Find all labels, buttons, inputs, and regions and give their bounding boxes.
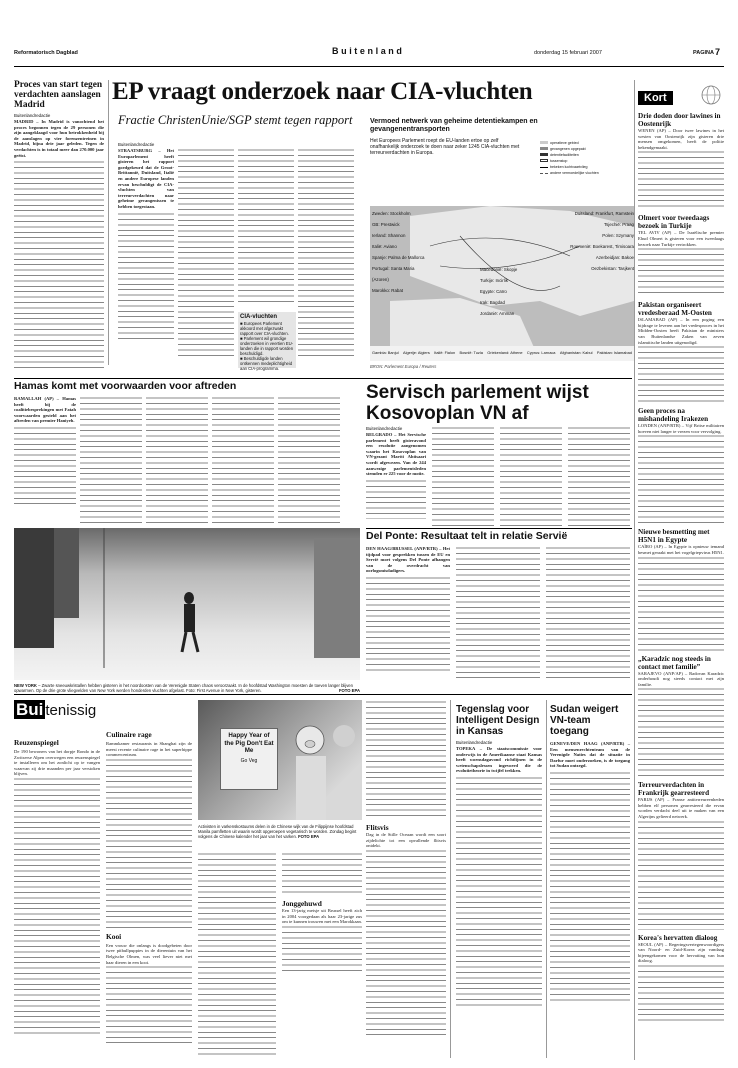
- map-label: Bosnië: Tuzla: [459, 350, 483, 355]
- buitenissig-logo-bold: Bui: [16, 700, 44, 719]
- cia-col1-body: [118, 212, 174, 342]
- cia-factbox-item: ■ Parlement wil grondige onderzoeken in veertien EU-landen die in rapport worden beschuldigd.: [240, 336, 294, 356]
- protest-sign-subtext: Go Veg: [240, 757, 258, 764]
- legend-swatch-icon: [540, 159, 548, 162]
- pig-caption-text: Activisten in varkenskostuums delen in de Chinese wijk van de Filippijnse hoofdstad Manila pamfletten uit waarin wordt opgeroepen vegetarisch te worden. Zondag begint volgens de Chinese kalender het jaar van het varken.: [198, 824, 357, 840]
- kort-item-title: Pakistan organiseert vredesberaad M-Oosten: [638, 301, 712, 318]
- kort-item-body: [638, 556, 724, 651]
- legend-label: detentiefaciliteiten: [550, 153, 579, 157]
- tegenslag-body: [456, 776, 542, 1006]
- map-label: Oezbekistan: Tasjkent: [591, 266, 634, 271]
- map-credit: BRON: Parlement Europa / Reuters: [370, 364, 437, 369]
- hamas-lead: RAMALLAH (AP) – Hamas heeft bij de coalitiebesprekingen met Fatah voorwaarden gesteld aan het aftreden van premier Haniyeh.: [14, 396, 76, 424]
- left-column: [14, 80, 104, 380]
- map-label: GB: Prestwick: [372, 222, 400, 227]
- kort-item-text: PARIJS (AP) – Franse antiterreureenheden hebben elf personen gearresteerd die ervan worden verdacht deel uit te maken van een Algerijns gelieerd netwerk.: [638, 797, 724, 820]
- serbia-article-col2: [432, 426, 494, 526]
- tegenslag-article: [456, 704, 542, 1058]
- third-row-rule: [14, 694, 632, 695]
- masthead-section: Buitenland: [332, 46, 405, 56]
- kort-item-text: LONDEN (ANP/RTR) – Vijf Britse militairen hoeven niet langer te vrezen voor vervolging.: [638, 423, 724, 434]
- tegenslag-desk: Buitenlandredactie: [456, 740, 493, 745]
- buitenissig-item-body: [198, 852, 276, 1058]
- map-label: Afghanistan: Kabul: [559, 350, 593, 355]
- left-column-divider: [108, 80, 109, 365]
- kort-item-text: SEOUL (AP) – Regeringsvertegenwoordigers van Noord- en Zuid-Korea zijn vandaag bijeengekomen voor de hervatting van hun dialoog.: [638, 941, 724, 964]
- sudan-body: [550, 771, 630, 1001]
- buitenissig-col4: [282, 852, 362, 1058]
- sudan-headline: Sudan weigert VN-team toegang: [550, 704, 619, 737]
- map-labels-right: [550, 208, 634, 274]
- map-label: Italië: Aviano: [372, 244, 397, 249]
- pedestrian-figure: [14, 528, 360, 680]
- kort-item: [638, 528, 724, 650]
- map-label: Griekenland: Athene: [487, 350, 523, 355]
- globe-icon: [700, 84, 722, 106]
- map-title: Vermoed netwerk van geheime detentiekampen en gevangenentransporten: [370, 118, 538, 133]
- hamas-col1-body: [14, 426, 76, 506]
- hamas-article-col4: [212, 396, 274, 524]
- buitenissig-item-title: Flitsvis: [366, 823, 389, 832]
- serbia-lead: BELGRADO – Het Servische parlement heeft gisteravond een resolutie aangenomen waarin het Kosovoplan van VN-gezant Martti Ahtisaari wordt afgewezen. Van de 244 aanwezige parlementsleden stemden er 225 voor de motie.: [366, 432, 426, 477]
- madrid-desk: Buitenlandredactie: [14, 113, 51, 118]
- serbia-article-col1: [366, 432, 426, 526]
- buitenissig-item-title: Reuzenspiegel: [14, 738, 59, 747]
- kort-item-body: [638, 687, 724, 777]
- kort-label: Kort: [638, 91, 673, 105]
- map-label: Italië: Fialon: [434, 350, 456, 355]
- protest-sign-text: Happy Year of the Pig Don't Eat Me: [224, 732, 274, 754]
- legend-label: operatieve gebied: [550, 141, 579, 145]
- cia-article-col1: [118, 148, 174, 358]
- cia-factbox-item-text: Parlement wil grondige onderzoeken in veertien EU-landen die in rapport worden beschuldigd.: [240, 336, 294, 356]
- pig-costume-figures: [198, 700, 362, 820]
- buitenissig-col1: [14, 738, 100, 1058]
- buitenissig-item-body: [366, 849, 446, 1039]
- legend-swatch-icon: [540, 147, 548, 150]
- masthead-page-number: 7: [715, 47, 721, 57]
- masthead-page-label: PAGINA: [693, 50, 714, 56]
- map-label: Azerbeidjan: Bakoe: [595, 255, 634, 260]
- legend-swatch-icon: [540, 141, 548, 144]
- buitenissig-item-body: [282, 852, 362, 896]
- tegenslag-headline: Tegenslag voor Intelligent Design in Kansas: [456, 704, 540, 737]
- kort-item: [638, 407, 724, 524]
- kort-item-title: Korea's hervatten dialoog: [638, 933, 718, 942]
- map-label: Marokko: Rabat: [372, 288, 403, 293]
- map-legend: [540, 140, 634, 176]
- buitenissig-logo: [14, 700, 134, 726]
- map-label: Cyprus: Larnaca: [526, 350, 556, 355]
- delponte-article-col2: [456, 546, 540, 680]
- kort-item-body: [638, 150, 724, 210]
- kort-item-text: TEL AVIV (AP) – De Israëlische premier Ehud Olmert is gisteren voor een tweedaags bezoek naar Turkije vertrokken.: [638, 230, 724, 247]
- map-label: Gambia: Banjul: [372, 350, 399, 355]
- map-label: Irak: Bagdad: [480, 300, 505, 305]
- masthead-rule: [14, 66, 724, 67]
- legend-swatch-icon: [540, 153, 548, 156]
- buitenissig-item-text: Een vrouw die onlangs is doodgebeten door twee pitbullpuppies in de dierentuin van het Belgische Olmen, was veel liever niet met haar dieren in een kooi.: [106, 942, 192, 965]
- map-label: Pakistan: Islamabad: [596, 350, 632, 355]
- sudan-divider: [546, 700, 547, 1058]
- caption-credit: FOTO EPA: [338, 688, 360, 694]
- buitenissig-item-title: Kooi: [106, 931, 122, 941]
- kort-item: [638, 301, 724, 403]
- tegenslag-lead: TOPEKA – De staatscommissie voor onderwijs in de Amerikaanse staat Kansas heeft woensdagavond richtlijnen in de wetenschapslessen ingevoerd die de evolutietheorie in twijfel trekken.: [456, 746, 542, 774]
- map-label: Zweden: Stockholm: [372, 211, 411, 216]
- kort-item-text: WENEN (AP) – Door twee lawines in het westen van Oostenrijk zijn gisteren drie mensen omgekomen, heeft de politie bekendgemaakt.: [638, 128, 724, 150]
- cia-article-col3: [238, 148, 294, 304]
- sudan-article: [550, 704, 630, 1058]
- map-label: Tsjechië: Praag: [603, 222, 634, 227]
- kort-item-text: ISLAMABAD (AP) – In een poging een bijdrage te leveren aan het vredesproces in het Midden-Oosten heeft Pakistan de ministers van Buitenlandse Zaken van zeven islamitische landen uitgenodigd.: [638, 317, 724, 345]
- kort-header: [638, 88, 724, 108]
- sudan-lead: GENEVE/DEN HAAG (ANP/RTR) – Een mensenrechtenteam van de Verenigde Naties dat de situatie in Darfur moet onderzoeken, is de toegang tot Sudan ontzegd.: [550, 741, 630, 769]
- tegenslag-divider: [450, 700, 451, 1058]
- new-york-snow-photo: [14, 528, 360, 680]
- serbia-article-col3: [500, 426, 562, 526]
- cia-factbox: [238, 312, 296, 371]
- kort-item-body: [638, 964, 724, 1024]
- cia-factbox-title: CIA-vluchten: [240, 314, 278, 320]
- second-row-rule: [14, 378, 632, 379]
- buitenissig-item-body: [106, 758, 192, 928]
- map-intro: Het Europees Parlement roept de EU-landen ertoe op zelf onafhankelijk onderzoek te doen naar zeker 1245 CIA-vluchten met terreurverdachten in Europa.: [370, 138, 520, 156]
- serbia-headline: Servisch parlement wijst Kosovoplan VN af: [366, 382, 589, 424]
- buitenissig-logo-rest: tenissig: [45, 702, 97, 719]
- cia-factbox-item-text: Europees Parlement akkoord met afgezwakt rapport over CIA-vluchten.: [240, 321, 289, 336]
- map-label: Macedonië: Skopje: [480, 267, 518, 272]
- buitenissig-item-body: [282, 925, 362, 975]
- map-label: Ierland: Shannon: [372, 233, 406, 238]
- hamas-article-col2: [80, 396, 142, 524]
- pig-activists-photo: [198, 700, 362, 820]
- hamas-article-col3: [146, 396, 208, 524]
- kort-item-text: CAÏRO (AP) – In Egypte is opnieuw iemand besmet geraakt met het vogelgriepvirus H5N1.: [638, 544, 724, 555]
- cia-factbox-item-text: Beschuldigde landen ontkennen medeplichtigheid aan CIA-programma.: [240, 356, 293, 371]
- kort-item: [638, 934, 724, 1024]
- caption-text: – Zwarte sneeuwkristallen hebben gisteren in het noordoosten van de Verenigde Staten chaos veroorzaakt. In de hoofdstad Washington moesten de toeven langer blijven opwarmen. Op de drie grote vliegvelden van New York werden honderden vluchten afgelast. Foto: First Avenue in New York, gisteren.: [14, 683, 353, 694]
- kort-item: [638, 112, 724, 210]
- masthead: [14, 44, 724, 66]
- delponte-rule: [366, 528, 632, 529]
- map-labels-middle: [480, 264, 560, 319]
- buitenissig-item-body: [106, 965, 192, 1045]
- kort-item-body: [638, 434, 724, 524]
- madrid-body: [14, 160, 104, 370]
- detention-map-graphic: [370, 118, 634, 376]
- kort-item-title: Drie doden door lawines in Oostenrijk: [638, 112, 721, 128]
- kort-item-title: Geen proces na mishandeling Irakezen: [638, 407, 709, 424]
- legend-label: bekeken luchtvaartvlieg: [550, 165, 588, 169]
- new-york-caption: [14, 683, 360, 693]
- cia-factbox-item: ■ Europees Parlement akkoord met afgezwakt rapport over CIA-vluchten.: [240, 321, 289, 336]
- buitenissig-item-body: [366, 700, 446, 820]
- map-label: Portugal: Santa Maria (Azoren): [372, 266, 415, 282]
- kort-item-body: [638, 345, 724, 403]
- kort-item-title: „Karadzic nog steeds in contact met familie”: [638, 654, 711, 671]
- serbia-col1-body: [366, 479, 426, 519]
- buitenissig-item-body: [14, 777, 100, 1037]
- buitenissig-item-text: Rammkamer restaurants in Shanghai zijn de meest recente culinaire rage in het superhippe commercentrum.: [106, 741, 192, 758]
- madrid-headline: Proces van start tegen verdachten aanslagen Madrid: [14, 80, 103, 110]
- legend-label: tussenstop: [550, 159, 568, 163]
- buitenissig-col5: [366, 700, 446, 1058]
- map-bottom-row: [370, 346, 634, 361]
- hamas-article-col1: [14, 396, 76, 524]
- kort-item: [638, 781, 724, 929]
- delponte-article-col3: [546, 546, 630, 680]
- kort-items: [638, 112, 724, 1052]
- map-area: [370, 206, 634, 361]
- serbia-article-col4: [568, 426, 630, 526]
- buitenissig-item-text: Een 13-jarig meisje uit Brussel heeft zich in 2004 voorgedaan als haar 23-jarige zus om te kunnen trouwen met een Marokkaan.: [282, 908, 362, 925]
- map-label: Roemenië: Boekarest, Timisoara: [570, 244, 634, 249]
- map-label: Egypte: Caïro: [480, 289, 507, 294]
- map-label: Jordanië: Amman: [480, 311, 515, 316]
- masthead-newspaper: Reformatorisch Dagblad: [14, 50, 78, 56]
- kort-item-text: SARAJEVO (ANP/AP) – Radovan Karadzic onderhoudt nog steeds contact met zijn familie.: [638, 670, 724, 687]
- cia-factbox-item: ■ Beschuldigde landen ontkennen medeplichtigheid aan CIA-programma.: [240, 356, 293, 371]
- hamas-article-col5: [278, 396, 340, 524]
- buitenissig-item-text: De 190 bewoners van het dorpje Rondo in de Zwitserse Alpen overwegen een reuzenspiegel te installeren om het zonlicht op te vangen waarvan zij drie maanden per jaar verstoken blijven.: [14, 749, 100, 777]
- kort-item: [638, 655, 724, 778]
- legend-swatch-icon: [540, 167, 548, 168]
- legend-label: gevangenen opgepakt: [550, 147, 586, 151]
- map-label: Duitsland: Frankfurt, Ramstein: [574, 211, 634, 216]
- kort-item-title: Terreurverdachten in Frankrijk gearresteerd: [638, 781, 710, 798]
- hamas-headline: Hamas komt met voorwaarden voor aftreden: [14, 380, 237, 392]
- pig-photo-caption: [198, 824, 362, 840]
- buitenissig-col2: [106, 730, 192, 1058]
- buitenissig-col3: [198, 852, 276, 1058]
- delponte-col1-body: [366, 576, 450, 671]
- caption-place: NEW YORK: [14, 683, 37, 688]
- madrid-lead: MADRID – In Madrid is vanochtend het proces begonnen tegen de 29 personen die zijn aangeklaagd voor hun betrokkenheid bij de aanslagen op vier forenzentreinen in Madrid, bijna drie jaar geleden. Tegen de verdachten is in totaal meer dan 270.000 jaar geëist.: [14, 119, 104, 158]
- buitenissig-item-title: Jonggehuwd: [282, 899, 322, 908]
- kort-item-body: [638, 820, 724, 930]
- cia-lead: STRAATSBURG – Het Europarlement heeft gisteren het rapport goedgekeurd dat de Groot-Brittannië, Duitsland, Italië en andere Europese landen ervan beschuldigt de CIA-vluchten van terreurverdachten naar geheime gevangenissen te hebben toegestaan.: [118, 148, 174, 209]
- kort-divider: [634, 80, 635, 1060]
- kort-item: [638, 214, 724, 297]
- kort-item-title: Olmert voor tweedaags bezoek in Turkije: [638, 214, 710, 231]
- map-labels-left: [372, 208, 432, 296]
- kort-item-title: Nieuwe besmetting met H5N1 in Egypte: [638, 528, 710, 545]
- cia-headline: EP vraagt onderzoek naar CIA-vluchten: [112, 78, 533, 105]
- map-label: Turkije: Incirlik: [480, 278, 508, 283]
- pig-caption-credit: FOTO EPA: [298, 834, 320, 840]
- cia-subtitle: Fractie ChristenUnie/SGP stemt tegen rapport: [118, 113, 353, 127]
- legend-swatch-icon: [540, 173, 548, 174]
- serbia-desk: Buitenlandredactie: [366, 426, 403, 431]
- delponte-lead: DEN HAAG/BRUSSEL (ANP/RTR) – Het tijdpad voor gesprekken tussen de EU en Servië moet volgens Del Ponte afhangen van de overdracht van oorlogsmisdadigers.: [366, 546, 450, 574]
- cia-article-col4: [298, 148, 354, 356]
- map-label: Polen: Szymany: [602, 233, 634, 238]
- buitenissig-item-title: Culinaire rage: [106, 730, 152, 739]
- legend-label: andere vermoedelijke vluchten: [550, 171, 599, 175]
- cia-article-col2: [178, 148, 234, 356]
- kort-item-body: [638, 247, 724, 297]
- delponte-headline: Del Ponte: Resultaat telt in relatie Servië: [366, 530, 568, 542]
- buitenissig-item-text: Dag in de Stille Oceaan wordt een soort zijdelichte tot een opvallende flitsvis ontdekt.: [366, 832, 446, 849]
- masthead-date: donderdag 15 februari 2007: [534, 50, 602, 56]
- legend-item: [540, 170, 634, 176]
- delponte-article-col1: [366, 546, 450, 680]
- map-label: Algerije: Algiers: [402, 350, 430, 355]
- cia-desk: Buitenlandredactie: [118, 142, 155, 147]
- map-label: Spanje: Palma de Mallorca: [372, 255, 425, 260]
